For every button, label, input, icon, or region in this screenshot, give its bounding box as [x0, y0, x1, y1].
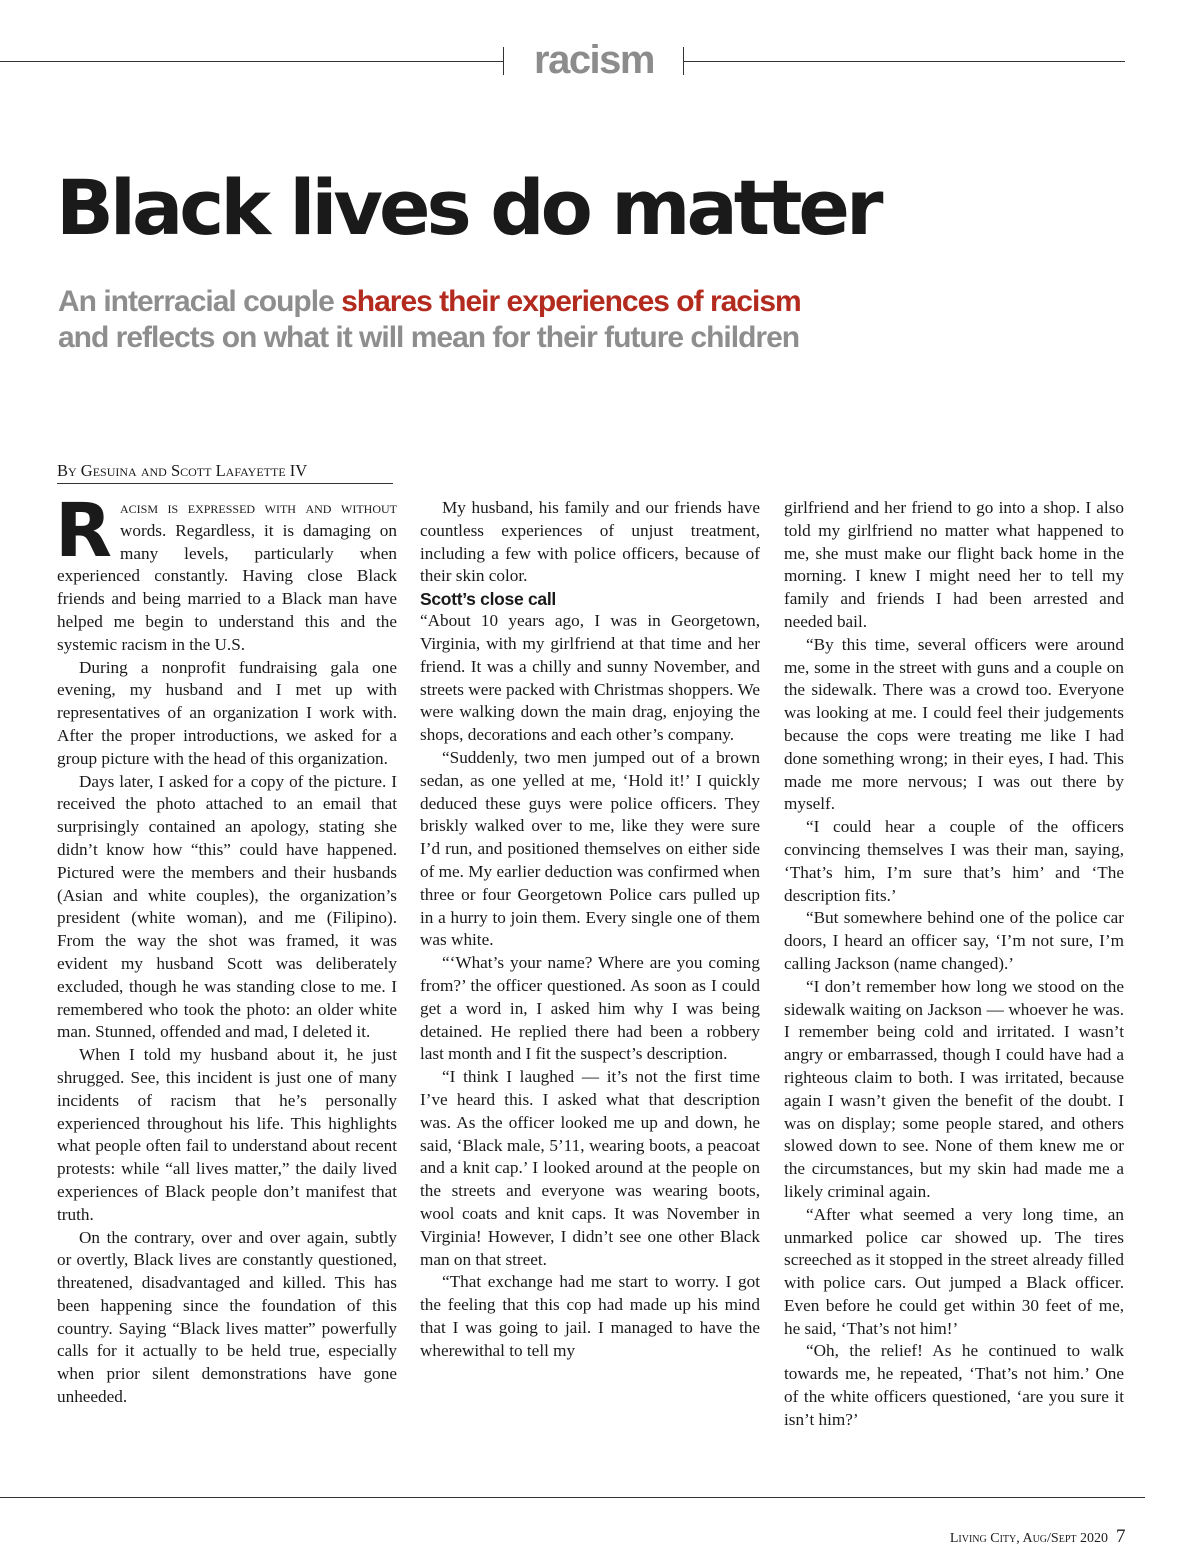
drop-cap: R: [55, 488, 112, 574]
article-paragraph: [55, 488, 397, 657]
article-paragraph: “I don’t remember how long we stood on the sidewalk waiting on Jackson — whoever he was. I remember being cold and irritated. I wasn’t angry or embarrassed, though I could have had a righteous claim to both. I was irritated, because again I wasn’t given the benefit of the doubt. I was on display; some people stared, and others slowed down to see. None of them knew me or the circumstances, but my skin had made me a likely criminal again.: [784, 976, 1124, 1201]
article-column-3: [784, 497, 1124, 1432]
article-paragraph: “About 10 years ago, I was in Georgetown, Virginia, with my girlfriend at that time and her friend. It was a chilly and sunny November, and streets were packed with Christmas shoppers. We were walking down the main drag, enjoying the shops, decorations and each other’s company.: [420, 611, 760, 745]
article-paragraph: When I told my husband about it, he just shrugged. See, this incident is just one of many incidents of racism that he’s personally experienced throughout his life. This highlights what people often fail to understand about recent protests: while “all lives matter,” the daily lived experiences of Black people don’t manifest that truth.: [57, 1045, 397, 1224]
article-paragraph: “I think I laughed — it’s not the first time I’ve heard this. I asked what that description was. As the officer looked me up and down, he said, ‘Black male, 5’11, wearing boots, a peacoat and a knit cap.’ I looked around at the people on the streets and everyone was wearing boots, wool coats and knit caps. It was November in Virginia! However, I didn’t see one other Black man on that street.: [420, 1067, 760, 1269]
article-column-1: [55, 488, 397, 1409]
footer-rule: [0, 1497, 1145, 1498]
byline: By Gesuina and Scott Lafayette IV: [57, 461, 308, 480]
article-paragraph: “Oh, the relief! As he continued to walk towards me, he repeated, ‘That’s not him.’ One of the white officers questioned, ‘are you sure it isn’t him?’: [784, 1341, 1124, 1429]
article-paragraph: Days later, I asked for a copy of the picture. I received the photo attached to an email that surprisingly contained an apology, stating she didn’t know how “this” could have happened. Pictured were the members and their husbands (Asian and white couples), the organization’s president (white woman), and me (Filipino). From the way the shot was framed, it was evident my husband Scott was deliberately excluded, though he was standing close to me. I remembered who took the photo: an older white man. Stunned, offended and mad, I deleted it.: [57, 771, 397, 1042]
article-paragraph: During a nonprofit fundraising gala one evening, my husband and I met up with representatives of an organization I work with. After the proper introductions, we asked for a group picture with the head of this organization.: [57, 657, 397, 768]
lead-text: words. Regardless, it is damaging on many levels, particularly when experienced constantly. Having close Black friends and being married to a Black man have helped me begin to understand this and the systemic racism in the U.S.: [57, 520, 397, 654]
top-rule-left: [0, 61, 503, 62]
page-number: 7: [1116, 1526, 1126, 1547]
article-paragraph: “Suddenly, two men jumped out of a brown sedan, as one yelled at me, ‘Hold it!’ I quickly deduced these guys were police officers. They briskly walked over to me, like they were sure I’d run, and positioned themselves on either side of me. My earlier deduction was confirmed when three or four Georgetown Police cars pulled up in a hurry to join them. Every single one of them was white.: [420, 747, 760, 950]
article-column-2: [420, 497, 760, 1362]
article-paragraph: “After what seemed a very long time, an unmarked police car showed up. The tires screeched as it stopped in the street already filled with police cars. Out jumped a Black officer. Even before he could get within 30 feet of me, he said, ‘That’s not him!’: [784, 1204, 1124, 1338]
article-paragraph: “I could hear a couple of the officers convincing themselves I was their man, saying, ‘That’s him, I’m sure that’s him’ and ‘The description fits.’: [784, 817, 1124, 905]
article-paragraph: “That exchange had me start to worry. I got the feeling that this cop had made up his mind that I was going to jail. I managed to have the wherewithal to tell my: [420, 1272, 760, 1360]
article-paragraph: My husband, his family and our friends have countless experiences of unjust treatment, including a few with police officers, because of their skin color.: [420, 498, 760, 586]
subhead-accent: shares their experiences of racism: [341, 285, 801, 318]
article-paragraph: On the contrary, over and over again, subtly or overtly, Black lives are constantly questioned, threatened, disadvantaged and killed. This has been happening since the foundation of this country. Saying “Black lives matter” powerfully calls for it actually to be held true, especially when prior silent demonstrations have gone unheeded.: [57, 1227, 397, 1407]
footer-publication: Living City, Aug/Sept 2020: [949, 1531, 1108, 1546]
byline-rule: [57, 483, 393, 484]
subhead: [58, 284, 801, 356]
lead-smallcaps: acism is expressed with and without: [119, 498, 397, 517]
article-paragraph: “But somewhere behind one of the police car doors, I heard an officer say, ‘I’m not sure, I’m calling Jackson (name changed).’: [784, 908, 1124, 973]
section-subheading: Scott’s close call: [420, 589, 556, 610]
article-paragraph: girlfriend and her friend to go into a shop. I also told my girlfriend no matter what happened to me, she must make our flight back home in the morning. I knew I might need her to tell my family and friends I had been arrested and needed bail.: [784, 498, 1124, 631]
top-rule-left-tick: [503, 47, 504, 75]
subhead-part1: An interracial couple: [58, 285, 342, 318]
article-paragraph: “By this time, several officers were around me, some in the street with guns and a couple on the sidewalk. There was a crowd too. Everyone was looking at me. I could feel their judgements because the cops were treating me like I had done something wrong; in their eyes, I had. This made me more nervous; I was out there by myself.: [784, 634, 1124, 814]
top-rule-right: [683, 61, 1125, 62]
article-paragraph: “‘What’s your name? Where are you coming from?’ the officer questioned. As soon as I could get a word in, I asked him why I was being detained. He replied there had been a robbery last month and I fit the suspect’s description.: [420, 953, 760, 1064]
subhead-line2: and reflects on what it will mean for their future children: [58, 321, 800, 354]
section-label: racism: [534, 38, 654, 82]
headline: Black lives do matter: [56, 163, 880, 252]
